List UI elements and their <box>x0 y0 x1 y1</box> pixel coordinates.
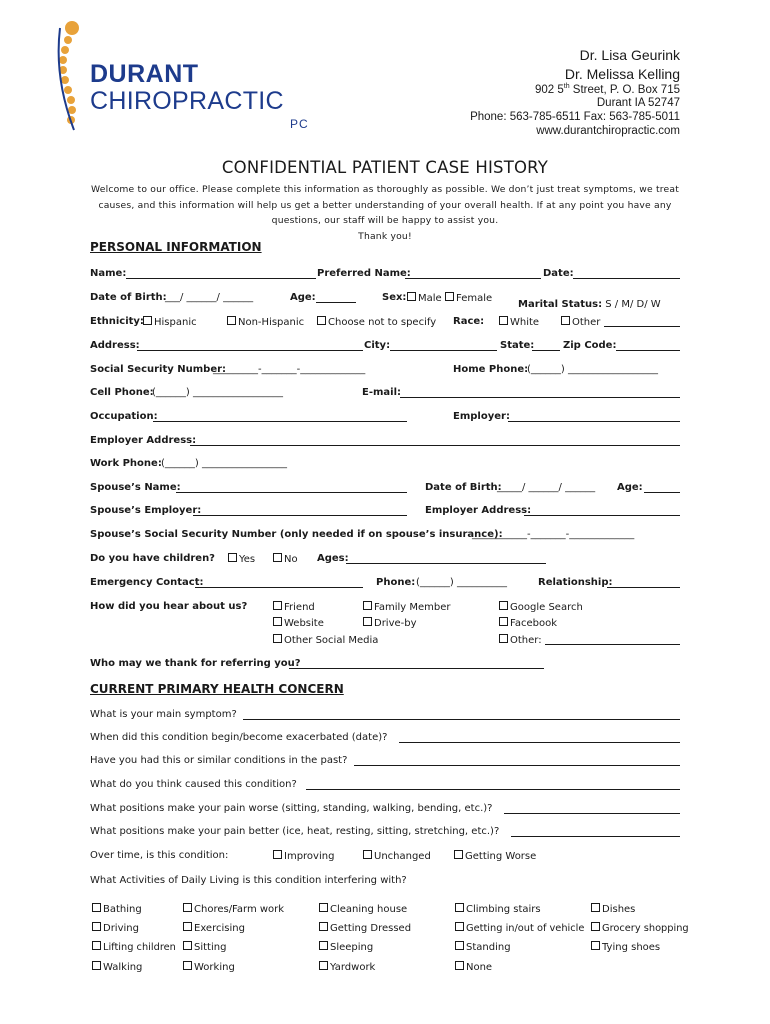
worse-positions-field[interactable] <box>504 813 680 814</box>
clinic-address: 902 5th Street, P. O. Box 715 <box>534 83 680 96</box>
activity-checkbox[interactable]: Exercising <box>183 922 245 934</box>
referral-label: Who may we thank for referring you? <box>90 658 301 669</box>
dob-field[interactable]: ___/ ______/ ______ <box>165 292 254 303</box>
hear-social-checkbox[interactable]: Other Social Media <box>273 634 378 646</box>
age-field[interactable] <box>316 302 356 303</box>
unchanged-checkbox[interactable]: Unchanged <box>363 850 431 862</box>
other-race-field[interactable] <box>604 326 680 327</box>
marital-status[interactable]: Marital Status: S / M/ D/ W <box>518 299 661 310</box>
question-past-conditions: Have you had this or similar conditions in the past? <box>90 755 348 766</box>
spouse-employer-label: Spouse’s Employer: <box>90 505 202 516</box>
email-field[interactable] <box>400 397 680 398</box>
activity-checkbox[interactable]: Standing <box>455 941 511 953</box>
zip-field[interactable] <box>616 350 680 351</box>
white-checkbox[interactable]: White <box>499 316 539 328</box>
dob-label: Date of Birth: <box>90 292 167 303</box>
preferred-name-field[interactable] <box>405 278 541 279</box>
work-phone-label: Work Phone: <box>90 458 162 469</box>
question-onset-date: When did this condition begin/become exacerbated (date)? <box>90 732 388 743</box>
brand-name-line2: CHIROPRACTIC <box>90 87 284 115</box>
activity-checkbox[interactable]: Sleeping <box>319 941 373 953</box>
spine-icon <box>52 18 92 138</box>
age-label: Age: <box>290 292 316 303</box>
address-field[interactable] <box>137 350 363 351</box>
activity-checkbox[interactable]: Dishes <box>591 903 635 915</box>
relationship-field[interactable] <box>607 587 680 588</box>
spouse-name-label: Spouse’s Name: <box>90 482 181 493</box>
emergency-contact-field[interactable] <box>195 587 363 588</box>
city-field[interactable] <box>390 350 497 351</box>
spouse-dob-field[interactable]: _____/ ______/ ______ <box>497 482 596 493</box>
hear-website-checkbox[interactable]: Website <box>273 617 324 629</box>
name-label: Name: <box>90 268 127 279</box>
brand-name: DURANT <box>90 60 199 88</box>
spouse-ssn-label: Spouse’s Social Security Number (only needed if on spouse’s insurance): <box>90 529 503 540</box>
activity-checkbox[interactable]: Sitting <box>183 941 226 953</box>
spouse-employer-field[interactable] <box>193 515 407 516</box>
ages-field[interactable] <box>346 563 546 564</box>
activity-checkbox[interactable]: Cleaning house <box>319 903 407 915</box>
activity-checkbox[interactable]: Yardwork <box>319 961 375 973</box>
zip-label: Zip Code: <box>563 340 617 351</box>
spouse-employer-address-field[interactable] <box>524 515 680 516</box>
occupation-label: Occupation: <box>90 411 158 422</box>
ec-phone-field[interactable]: (______) __________ <box>416 577 507 588</box>
employer-field[interactable] <box>508 421 680 422</box>
other-race-checkbox[interactable]: Other <box>561 316 600 328</box>
home-phone-label: Home Phone: <box>453 364 529 375</box>
ages-label: Ages: <box>317 553 349 564</box>
emergency-contact-label: Emergency Contact: <box>90 577 204 588</box>
activity-checkbox[interactable]: Bathing <box>92 903 142 915</box>
activity-checkbox[interactable]: Driving <box>92 922 139 934</box>
employer-address-label: Employer Address: <box>90 435 197 446</box>
activity-checkbox[interactable]: Working <box>183 961 235 973</box>
home-phone-field[interactable]: (______) __________________ <box>527 364 658 375</box>
ethnicity-label: Ethnicity: <box>90 316 144 327</box>
activity-checkbox[interactable]: Lifting children <box>92 941 176 953</box>
children-no-checkbox[interactable]: No <box>273 553 298 565</box>
work-phone-field[interactable]: (______) _________________ <box>161 458 287 469</box>
hear-driveby-checkbox[interactable]: Drive-by <box>363 617 417 629</box>
cause-field[interactable] <box>306 789 680 790</box>
cell-phone-field[interactable]: (______) __________________ <box>152 387 283 398</box>
clinic-website: www.durantchiropractic.com <box>536 125 680 137</box>
improving-checkbox[interactable]: Improving <box>273 850 334 862</box>
spouse-dob-label: Date of Birth: <box>425 482 502 493</box>
spouse-employer-address-label: Employer Address: <box>425 505 532 516</box>
employer-address-field[interactable] <box>190 445 680 446</box>
question-daily-living: What Activities of Daily Living is this condition interfering with? <box>90 875 407 886</box>
section-heading: PERSONAL INFORMATION <box>90 240 262 254</box>
hear-other-checkbox[interactable]: Other: <box>499 634 542 646</box>
question-better-positions: What positions make your pain better (ice, heat, resting, sitting, stretching, etc.)? <box>90 826 500 837</box>
activity-checkbox[interactable]: Chores/Farm work <box>183 903 284 915</box>
activity-checkbox[interactable]: None <box>455 961 492 973</box>
non-hispanic-checkbox[interactable]: Non-Hispanic <box>227 316 304 328</box>
spouse-name-field[interactable] <box>176 492 407 493</box>
date-label: Date: <box>543 268 574 279</box>
main-symptom-field[interactable] <box>243 719 680 720</box>
clinic-phone: Phone: 563-785-6511 Fax: 563-785-5011 <box>470 111 680 123</box>
form-title: CONFIDENTIAL PATIENT CASE HISTORY <box>221 158 549 177</box>
hear-facebook-checkbox[interactable]: Facebook <box>499 617 557 629</box>
question-main-symptom: What is your main symptom? <box>90 709 237 720</box>
city-label: City: <box>364 340 391 351</box>
question-over-time: Over time, is this condition: <box>90 850 229 861</box>
referral-field[interactable] <box>289 668 544 669</box>
spouse-ssn-field[interactable]: ___________-_______-_____________ <box>472 529 635 540</box>
state-label: State: <box>500 340 535 351</box>
children-yes-checkbox[interactable]: Yes <box>228 553 255 565</box>
question-cause: What do you think caused this condition? <box>90 779 297 790</box>
section-heading: CURRENT PRIMARY HEALTH CONCERN <box>90 682 344 696</box>
cell-phone-label: Cell Phone: <box>90 387 154 398</box>
ec-phone-label: Phone: <box>376 577 416 588</box>
state-field[interactable] <box>532 350 560 351</box>
ssn-field[interactable]: _________-_______-_____________ <box>213 364 366 375</box>
getting-worse-checkbox[interactable]: Getting Worse <box>454 850 536 862</box>
past-conditions-field[interactable] <box>354 765 680 766</box>
hear-other-field[interactable] <box>545 644 680 645</box>
email-label: E-mail: <box>362 387 402 398</box>
activity-checkbox[interactable]: Walking <box>92 961 142 973</box>
activity-checkbox[interactable]: Getting Dressed <box>319 922 411 934</box>
intro-text: Welcome to our office. Please complete this information as thoroughly as possible. We don’t just treat symptoms, we treat causes, and this information will help us get a better understanding of your overall health. If at any point you have any questions, our staff will be happy to assist you. Thank you! <box>90 184 680 242</box>
children-label: Do you have children? <box>90 553 215 564</box>
choose-not-checkbox[interactable]: Choose not to specify <box>317 316 436 328</box>
brand-suffix: PC <box>290 117 309 131</box>
ssn-label: Social Security Number: <box>90 364 227 375</box>
employer-label: Employer: <box>453 411 510 422</box>
preferred-name-label: Preferred Name: <box>317 268 411 279</box>
hear-google-checkbox[interactable]: Google Search <box>499 601 583 613</box>
hear-friend-checkbox[interactable]: Friend <box>273 601 315 613</box>
better-positions-field[interactable] <box>511 836 680 837</box>
race-label: Race: <box>453 316 485 327</box>
hear-family-checkbox[interactable]: Family Member <box>363 601 451 613</box>
relationship-label: Relationship: <box>538 577 613 588</box>
clinic-city: Durant IA 52747 <box>596 97 680 109</box>
hispanic-checkbox[interactable]: Hispanic <box>143 316 197 328</box>
occupation-field[interactable] <box>153 421 407 422</box>
activity-checkbox[interactable]: Tying shoes <box>591 941 660 953</box>
activity-checkbox[interactable]: Grocery shopping <box>591 922 689 934</box>
spouse-age-field[interactable] <box>644 492 680 493</box>
activity-checkbox[interactable]: Getting in/out of vehicle <box>455 922 584 934</box>
activity-checkbox[interactable]: Climbing stairs <box>455 903 541 915</box>
question-worse-positions: What positions make your pain worse (sitting, standing, walking, bending, etc.)? <box>90 803 493 814</box>
sex-label: Sex: <box>382 292 407 303</box>
doctor-name: Dr. Melissa Kelling <box>564 66 680 82</box>
female-checkbox[interactable]: Female <box>445 292 492 304</box>
spouse-age-label: Age: <box>617 482 643 493</box>
doctor-name: Dr. Lisa Geurink <box>579 47 680 63</box>
hear-about-label: How did you hear about us? <box>90 601 248 612</box>
name-field[interactable] <box>126 278 316 279</box>
address-label: Address: <box>90 340 140 351</box>
male-checkbox[interactable]: Male <box>407 292 442 304</box>
date-field[interactable] <box>573 278 680 279</box>
onset-date-field[interactable] <box>399 742 680 743</box>
